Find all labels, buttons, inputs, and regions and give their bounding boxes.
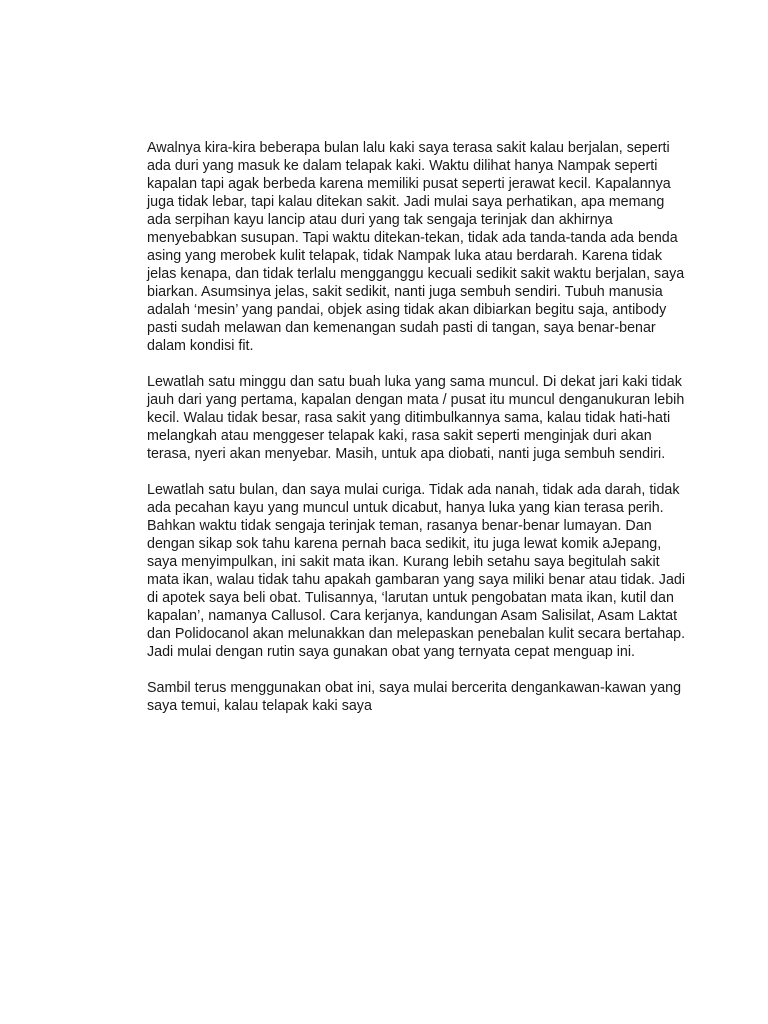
paragraph-2: Lewatlah satu minggu dan satu buah luka yang sama muncul. Di dekat jari kaki tidak jauh dari yang pertama, kapalan dengan mata / pusat itu muncul denganukuran lebih kecil. Walau tidak besar, rasa sakit yang ditimbulkannya sama, kalau tidak hati-hati melangkah atau menggeser telapak kaki, rasa sakit seperti menginjak duri akan terasa, nyeri akan menyebar. Masih, untuk apa diobati, nanti juga sembuh sendiri. bbox=[147, 374, 685, 462]
paragraph-1: Awalnya kira-kira beberapa bulan lalu kaki saya terasa sakit kalau berjalan, seperti ada duri yang masuk ke dalam telapak kaki. Waktu dilihat hanya Nampak seperti kapalan tapi agak berbeda karena memiliki pusat seperti jerawat kecil. Kapalannya juga tidak lebar, tapi kalau ditekan sakit. Jadi mulai saya perhatikan, apa memang ada serpihan kayu lancip atau duri yang tak sengaja terinjak dan akhirnya menyebabkan susupan. Tapi waktu ditekan-tekan, tidak ada tanda-tanda ada benda asing yang merobek kulit telapak, tidak Nampak luka atau berdarah. Karena tidak jelas kenapa, dan tidak terlalu mengganggu kecuali sedikit sakit waktu berjalan, saya biarkan. Asumsinya jelas, sakit sedikit, nanti juga sembuh sendiri. Tubuh manusia adalah ‘mesin’ yang pandai, objek asing tidak akan dibiarkan begitu saja, antibody pasti sudah melawan dan kemenangan sudah pasti di tangan, saya benar-benar dalam kondisi fit. bbox=[147, 140, 685, 354]
paragraph-4: Sambil terus menggunakan obat ini, saya mulai bercerita dengankawan-kawan yang saya temui, kalau telapak kaki saya bbox=[147, 680, 682, 714]
document-page bbox=[147, 139, 692, 715]
paragraph-3: Lewatlah satu bulan, dan saya mulai curiga. Tidak ada nanah, tidak ada darah, tidak ada pecahan kayu yang muncul untuk dicabut, hanya luka yang kian terasa perih. Bahkan waktu tidak sengaja terinjak teman, rasanya benar-benar lumayan. Dan dengan sikap sok tahu karena pernah baca sedikit, itu juga lewat komik aJepang, saya menyimpulkan, ini sakit mata ikan. Kurang lebih setahu saya begitulah sakit mata ikan, walau tidak tahu apakah gambaran yang saya miliki benar atau tidak. Jadi di apotek saya beli obat. Tulisannya, ‘larutan untuk pengobatan mata ikan, kutil dan kapalan’, namanya Callusol. Cara kerjanya, kandungan Asam Salisilat, Asam Laktat dan Polidocanol akan melunakkan dan melepaskan penebalan kulit secara bertahap. Jadi mulai dengan rutin saya gunakan obat yang ternyata cepat menguap ini. bbox=[147, 482, 686, 660]
